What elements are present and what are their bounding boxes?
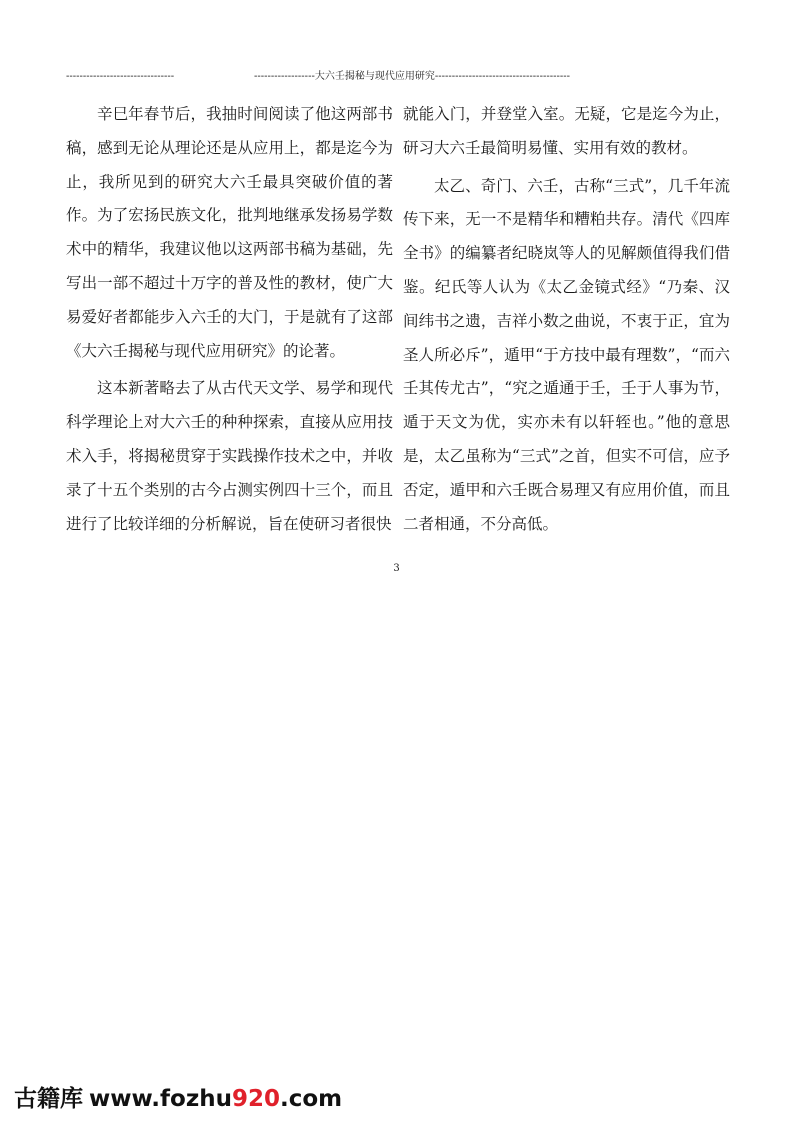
watermark-site-prefix: www.fozhu xyxy=(89,1086,232,1112)
site-watermark xyxy=(14,1085,342,1113)
page-number: 3 xyxy=(393,563,400,574)
header-title: ------------------大六壬揭秘与现代应用研究---------------------------------------- xyxy=(254,71,570,82)
right-column xyxy=(403,98,730,545)
watermark-site-number: 920 xyxy=(231,1086,280,1112)
watermark-name: 古籍库 xyxy=(14,1086,83,1112)
paragraph-continuation: 就能入门，并登堂入室。无疑，它是迄今为止，研习大六壬最简明易懂、实用有效的教材。 xyxy=(403,105,730,157)
header-rule-left: -------------------------------- xyxy=(66,71,175,82)
paragraph: 辛巳年春节后，我抽时间阅读了他这两部书稿，感到无论从理论还是从应用上，都是迄今为止，我所见到的研究大六壬最具突破价值的著作。为了宏扬民族文化，批判地继承发扬易学数术中的精华，我建议他以这两部书稿为基础，先写出一部不超过十万字的普及性的教材，使广大易爱好者都能步入六壬的大门，于是就有了这部《大六壬揭秘与现代应用研究》的论著。 xyxy=(66,105,393,360)
watermark-site-suffix: .com xyxy=(279,1086,343,1112)
paragraph: 太乙、奇门、六壬，古称“三式”，几千年流传下来，无一不是精华和糟粕共存。清代《四库全书》的编纂者纪晓岚等人的见解颇值得我们借鉴。纪氏等人认为《太乙金镜式经》“乃秦、汉间纬书之遗，吉祥小数之曲说，不衷于正，宜为圣人所必斥”，遁甲“于方技中最有理数”，“而六壬其传尤古”，“究之遁通于壬，壬于人事为节，遁于天文为优，实亦未有以轩轾也。”他的意思是，太乙虽称为“三式”之首，但实不可信，应予否定，遁甲和六壬既合易理又有应用价值，而且二者相通，不分高低。 xyxy=(403,176,730,533)
paragraph: 这本新著略去了从古代天文学、易学和现代科学理论上对大六壬的种种探索，直接从应用技术入手，将揭秘贯穿于实践操作技术之中，并收录了十五个类别的古今占测实例四十三个，而且进行了比较详细的分析解说，旨在使研习者很快 xyxy=(66,379,393,533)
left-column xyxy=(66,98,393,545)
page-header xyxy=(0,70,793,84)
